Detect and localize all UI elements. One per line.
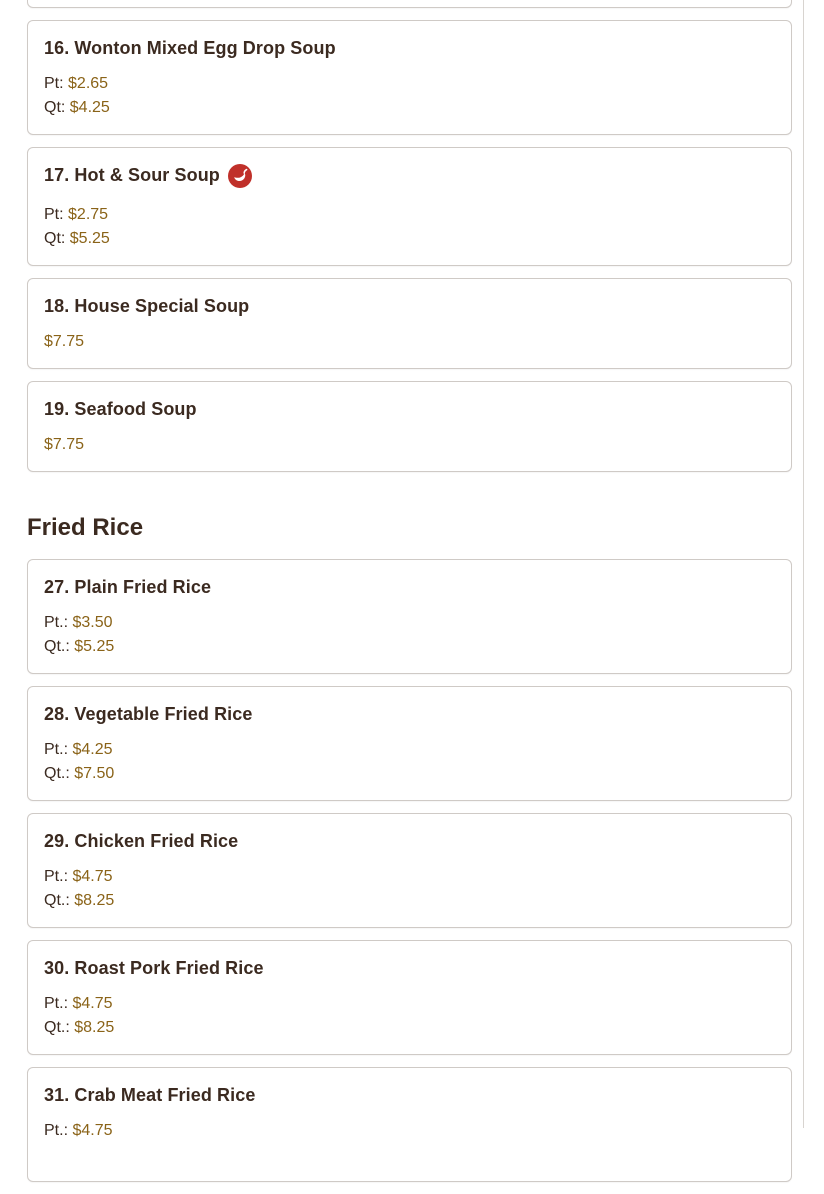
menu-item-prices (44, 72, 775, 120)
menu-item-title-row (44, 399, 775, 419)
menu-item-title-row (44, 704, 775, 724)
price-line-pint (44, 72, 775, 96)
price-line-pint (44, 1119, 775, 1143)
price-label: Qt.: (44, 1019, 75, 1036)
menu-item-card[interactable] (27, 1067, 792, 1182)
menu-item-title-row (44, 38, 775, 58)
price-line (44, 330, 775, 354)
menu-item-title-row (44, 831, 775, 851)
price-line-quart (44, 762, 775, 786)
price-line-quart (44, 227, 775, 251)
price-label: Qt.: (44, 765, 75, 782)
menu-page (27, 0, 792, 1194)
menu-item-title: 18. House Special Soup (44, 295, 250, 316)
price-value: $7.75 (44, 436, 85, 453)
price-line-quart (44, 1016, 775, 1040)
price-label: Pt: (44, 75, 69, 92)
menu-item-card[interactable] (27, 686, 792, 801)
menu-item-card[interactable] (27, 813, 792, 928)
price-line-pint (44, 992, 775, 1016)
menu-item-card[interactable] (27, 147, 792, 266)
price-value: $5.25 (69, 230, 110, 247)
price-value: $4.25 (72, 741, 113, 758)
price-label: Qt.: (44, 638, 75, 655)
menu-item-title: 28. Vegetable Fried Rice (44, 703, 253, 724)
menu-item-prices (44, 865, 775, 913)
price-label: Pt.: (44, 741, 73, 758)
menu-item-card[interactable] (27, 20, 792, 135)
price-value: $7.75 (44, 333, 85, 350)
menu-item-prices (44, 203, 775, 251)
menu-item-card[interactable] (27, 278, 792, 369)
menu-item-title: 16. Wonton Mixed Egg Drop Soup (44, 37, 336, 58)
price-value: $5.25 (74, 638, 115, 655)
menu-item-title: 19. Seafood Soup (44, 398, 197, 419)
price-value: $4.25 (69, 99, 110, 116)
price-label: Pt.: (44, 995, 73, 1012)
menu-item-title-row (44, 296, 775, 316)
menu-item-title: 27. Plain Fried Rice (44, 576, 212, 597)
section-heading-fried-rice: Fried Rice (27, 514, 144, 541)
menu-item-title-row (44, 1085, 775, 1105)
price-line-quart (44, 96, 775, 120)
price-line-quart (44, 635, 775, 659)
menu-item-title: 30. Roast Pork Fried Rice (44, 957, 264, 978)
price-value: $4.75 (72, 1122, 113, 1139)
price-line-pint (44, 611, 775, 635)
price-label: Pt.: (44, 614, 73, 631)
price-label: Pt.: (44, 1122, 73, 1139)
scrollbar-track[interactable] (803, 0, 804, 1128)
price-value: $4.75 (72, 868, 113, 885)
price-label: Qt.: (44, 892, 75, 909)
price-value: $2.65 (68, 75, 109, 92)
menu-item-title: 17. Hot & Sour Soup (44, 164, 220, 185)
menu-item-prices (44, 738, 775, 786)
price-label: Qt: (44, 99, 70, 116)
price-label: Pt: (44, 206, 69, 223)
menu-item-title-row (44, 958, 775, 978)
price-line-pint (44, 203, 775, 227)
price-line-pint (44, 738, 775, 762)
price-value: $8.25 (74, 1019, 115, 1036)
hot-pepper-icon (228, 164, 252, 188)
menu-item-title-row (44, 165, 775, 185)
menu-item-prices (44, 992, 775, 1040)
menu-item-prices (44, 1119, 775, 1143)
price-value: $4.75 (72, 995, 113, 1012)
menu-item-prices (44, 433, 775, 457)
price-value: $7.50 (74, 765, 115, 782)
menu-item-title: 29. Chicken Fried Rice (44, 830, 239, 851)
price-label: Qt: (44, 230, 70, 247)
menu-item-card[interactable] (27, 0, 792, 8)
price-line-quart (44, 889, 775, 913)
menu-item-title: 31. Crab Meat Fried Rice (44, 1084, 256, 1105)
menu-item-card[interactable] (27, 381, 792, 472)
price-value: $3.50 (72, 614, 113, 631)
menu-item-title-row (44, 577, 775, 597)
price-label: Pt.: (44, 868, 73, 885)
menu-item-prices (44, 330, 775, 354)
menu-item-card[interactable] (27, 940, 792, 1055)
menu-item-card[interactable] (27, 559, 792, 674)
price-value: $8.25 (74, 892, 115, 909)
price-line (44, 433, 775, 457)
price-line-pint (44, 865, 775, 889)
price-value: $2.75 (68, 206, 109, 223)
menu-item-prices (44, 611, 775, 659)
